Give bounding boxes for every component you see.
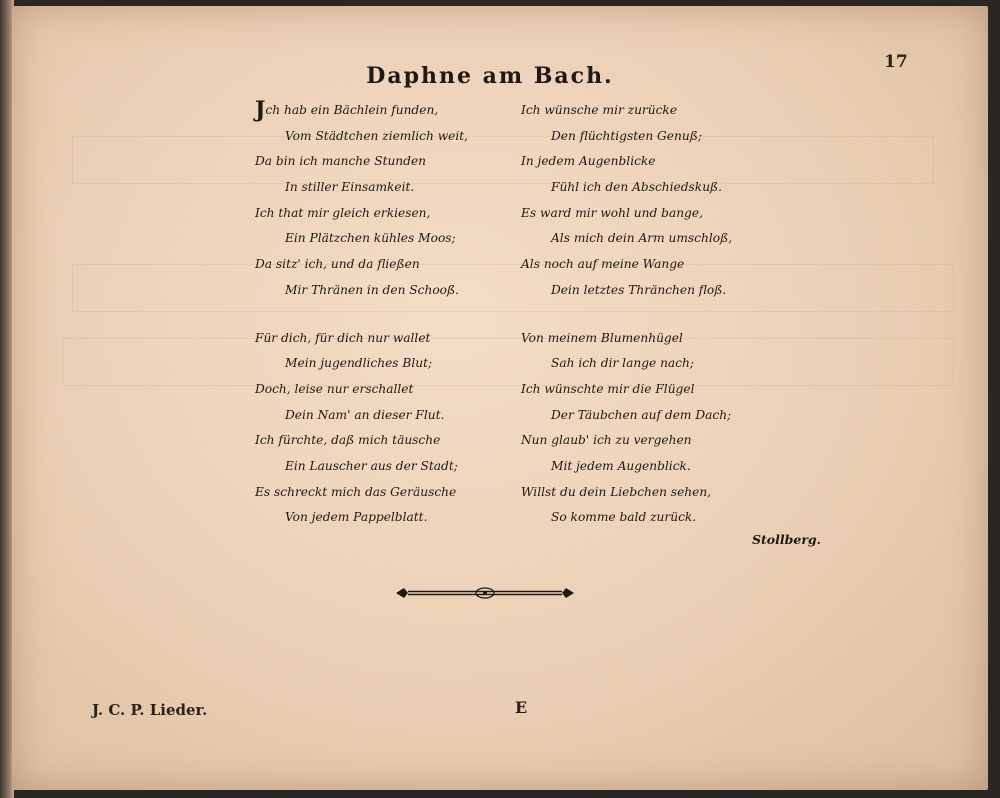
poem-line: Ich that mir gleich erkiesen, [255, 205, 431, 220]
show-through-staff [72, 264, 954, 312]
poem-line: Der Täubchen auf dem Dach; [551, 407, 732, 422]
author-name: Stollberg. [752, 532, 822, 547]
signature-mark-left: J. C. P. Lieder. [92, 701, 208, 719]
poem-line: Von meinem Blumenhügel [521, 330, 683, 345]
poem-line: In stiller Einsamkeit. [285, 180, 415, 195]
poem-line: Mit jedem Augenblick. [551, 458, 691, 473]
poem-line: Ich wünschte mir die Flügel [521, 381, 695, 396]
poem-line: Mir Thränen in den Schooß. [285, 282, 460, 297]
signature-letter: E [515, 698, 528, 717]
poem-line: Ein Lauscher aus der Stadt; [285, 458, 458, 473]
poem-line: Es ward mir wohl und bange, [521, 205, 703, 220]
stanza-gap [255, 304, 468, 326]
poem-line: In jedem Augenblicke [521, 154, 656, 169]
poem-line: Sah ich dir lange nach; [551, 356, 694, 371]
page-number: 17 [884, 52, 908, 72]
poem-line: Da bin ich manche Stunden [255, 154, 427, 169]
left-column [255, 98, 468, 531]
poem-line: Es schreckt mich das Geräusche [255, 484, 457, 499]
book-page [12, 6, 988, 790]
poem-line: Mein jugendliches Blut; [285, 356, 433, 371]
ornament-divider [394, 584, 576, 602]
poem-line: Jch hab ein Bächlein funden, [255, 97, 439, 123]
poem-line: So komme bald zurück. [551, 510, 697, 525]
poem-line: Für dich, für dich nur wallet [255, 330, 431, 345]
poem-line: Ich fürchte, daß mich täusche [255, 433, 441, 448]
poem-line: Als mich dein Arm umschloß, [551, 231, 733, 246]
poem-line: Dein letztes Thränchen floß. [551, 282, 727, 297]
poem-line: Ein Plätzchen kühles Moos; [285, 231, 456, 246]
poem-line: Fühl ich den Abschiedskuß. [551, 180, 723, 195]
drop-cap: J [255, 97, 266, 123]
poem-line: Den flüchtigsten Genuß; [551, 128, 702, 143]
poem-line: Als noch auf meine Wange [521, 257, 685, 272]
show-through-staff [72, 136, 934, 184]
poem-line: Nun glaub' ich zu vergehen [521, 433, 692, 448]
poem-line: Willst du dein Liebchen sehen, [521, 484, 712, 499]
poem-line: Doch, leise nur erschallet [255, 381, 414, 396]
poem-line: Dein Nam' an dieser Flut. [285, 407, 445, 422]
poem-line: Vom Städtchen ziemlich weit, [285, 128, 469, 143]
right-column [521, 98, 732, 531]
poem-line: Von jedem Pappelblatt. [285, 510, 428, 525]
poem-line: Da sitz' ich, und da fließen [255, 257, 420, 272]
show-through-staff [62, 338, 954, 386]
stanza-gap [521, 304, 732, 326]
poem-title: Daphne am Bach. [366, 63, 614, 89]
poem-line: Ich wünsche mir zurücke [521, 103, 678, 117]
